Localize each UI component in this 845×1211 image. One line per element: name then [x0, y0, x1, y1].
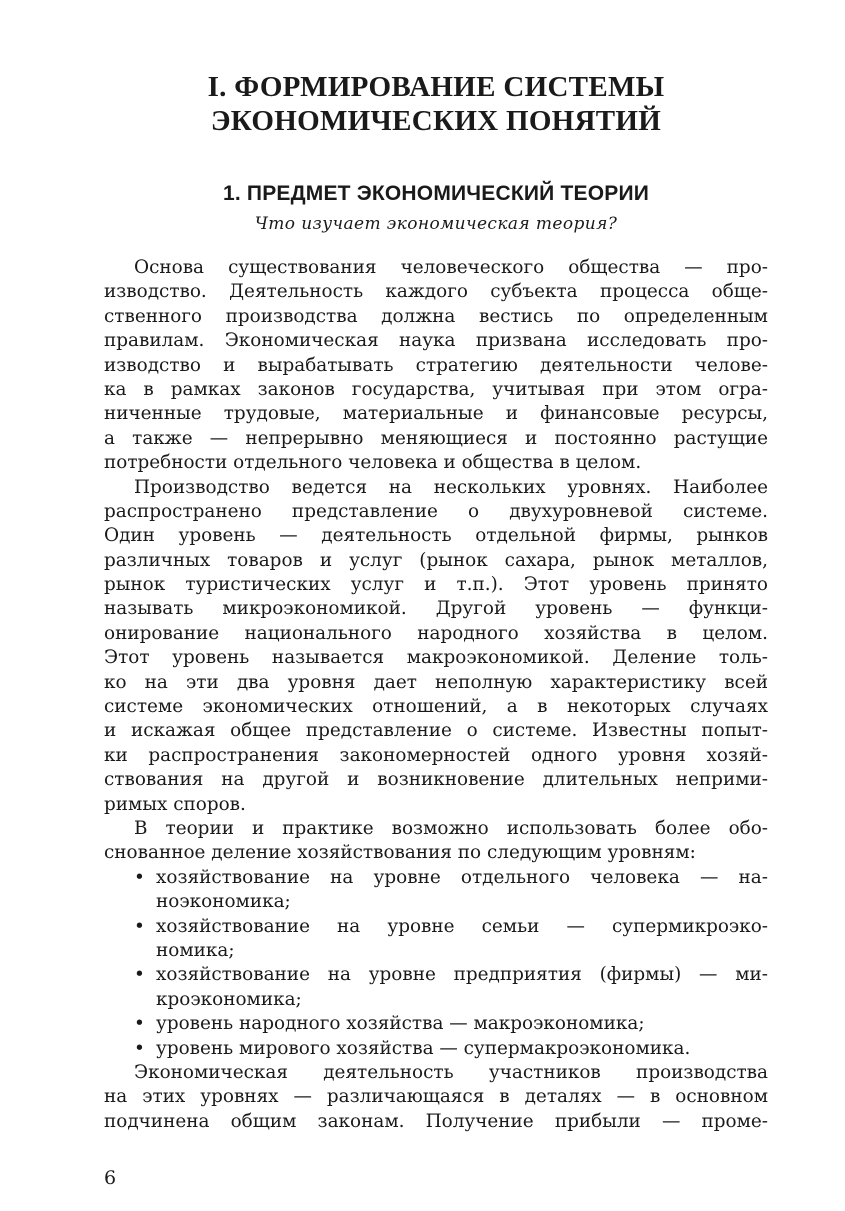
paragraph-2 [104, 476, 768, 817]
section-subtitle: Что изучает экономическая теория? [254, 214, 618, 234]
text-line: на этих уровнях — различающаяся в деталях — в основном [104, 1086, 768, 1108]
text-line: распространено представление о двухуровневой системе. [104, 500, 768, 522]
text-line: правилам. Экономическая наука призвана исследовать про- [104, 330, 768, 352]
text-line: онирование национального народного хозяйства в целом. [104, 622, 768, 644]
text-line: В теории и практике возможно использовать более обо- [134, 817, 768, 839]
list-item [104, 1037, 768, 1061]
text-line: ственного производства должна вестись по определенным [104, 305, 768, 327]
chapter-title [100, 70, 772, 138]
text-line: изводство и вырабатывать стратегию деятельности челове- [104, 354, 768, 376]
text-line: изводство. Деятельность каждого субъекта процесса обще- [104, 281, 768, 303]
text-line: уровень мирового хозяйства — супермакроэкономика. [156, 1037, 691, 1059]
text-line: ноэкономика; [156, 891, 291, 913]
section-title: 1. ПРЕДМЕТ ЭКОНОМИЧЕСКИЙ ТЕОРИИ [222, 182, 650, 205]
text-line: подчинена общим законам. Получение прибыли — проме- [104, 1110, 768, 1132]
text-line: ствования на другой и возникновение длительных неприми- [104, 769, 768, 791]
text-line: различных товаров и услуг (рынок сахара, рынок металлов, [104, 549, 768, 571]
text-line: а также — непрерывно меняющиеся и постоянно растущие [104, 427, 768, 449]
text-line: и искажая общее представление о системе. Известны попыт- [104, 720, 768, 742]
text-line: хозяйствование на уровне отдельного человека — на- [156, 866, 768, 888]
text-line: Производство ведется на нескольких уровнях. Наиболее [134, 476, 768, 498]
bullet-icon: • [134, 866, 145, 888]
text-line: хозяйствование на уровне предприятия (фирмы) — ми- [156, 964, 768, 986]
text-line: Экономическая деятельность участников производства [134, 1061, 768, 1083]
text-line: ки распространения закономерностей одного уровня хозяй- [104, 744, 768, 766]
chapter-title-line: I. ФОРМИРОВАНИЕ СИСТЕМЫ [207, 71, 665, 103]
text-line: потребности отдельного человека и общества в целом. [104, 452, 642, 474]
text-line: ниченные трудовые, материальные и финансовые ресурсы, [104, 403, 768, 425]
bullet-icon: • [134, 915, 145, 937]
text-line: Этот уровень называется макроэкономикой. Деление толь- [104, 647, 768, 669]
text-line: номика; [156, 939, 235, 961]
text-line: уровень народного хозяйства — макроэкономика; [156, 1013, 645, 1035]
text-line: ка в рамках законов государства, учитывая при этом огра- [104, 378, 768, 400]
paragraph-3 [104, 817, 768, 866]
text-line: называть микроэкономикой. Другой уровень — функци- [104, 598, 768, 620]
text-line: системе экономических отношений, а в некоторых случаях [104, 696, 768, 718]
bullet-icon: • [134, 964, 145, 986]
list-item [104, 1012, 768, 1036]
text-line: снованное деление хозяйствования по следующим уровням: [104, 842, 696, 864]
page-number: 6 [104, 1167, 117, 1189]
text-line: кроэкономика; [156, 988, 302, 1010]
list-item [104, 915, 768, 964]
body-text [104, 256, 768, 1134]
chapter-title-line: ЭКОНОМИЧЕСКИХ ПОНЯТИЙ [210, 105, 662, 137]
text-line: Основа существования человеческого общества — про- [134, 257, 768, 278]
paragraph-1 [104, 256, 768, 476]
bullet-list [104, 866, 768, 1061]
paragraph-4 [104, 1061, 768, 1134]
text-line: римых споров. [104, 793, 246, 815]
text-line: ко на эти два уровня дает неполную характеристику всей [104, 671, 768, 693]
bullet-icon: • [134, 1013, 145, 1035]
text-line: рынок туристических услуг и т.п.). Этот уровень принято [104, 574, 768, 596]
bullet-icon: • [134, 1037, 145, 1059]
text-line: Один уровень — деятельность отдельной фирмы, рынков [104, 525, 768, 547]
text-line: хозяйствование на уровне семьи — супермикроэко- [156, 915, 768, 937]
list-item [104, 963, 768, 1012]
list-item [104, 866, 768, 915]
